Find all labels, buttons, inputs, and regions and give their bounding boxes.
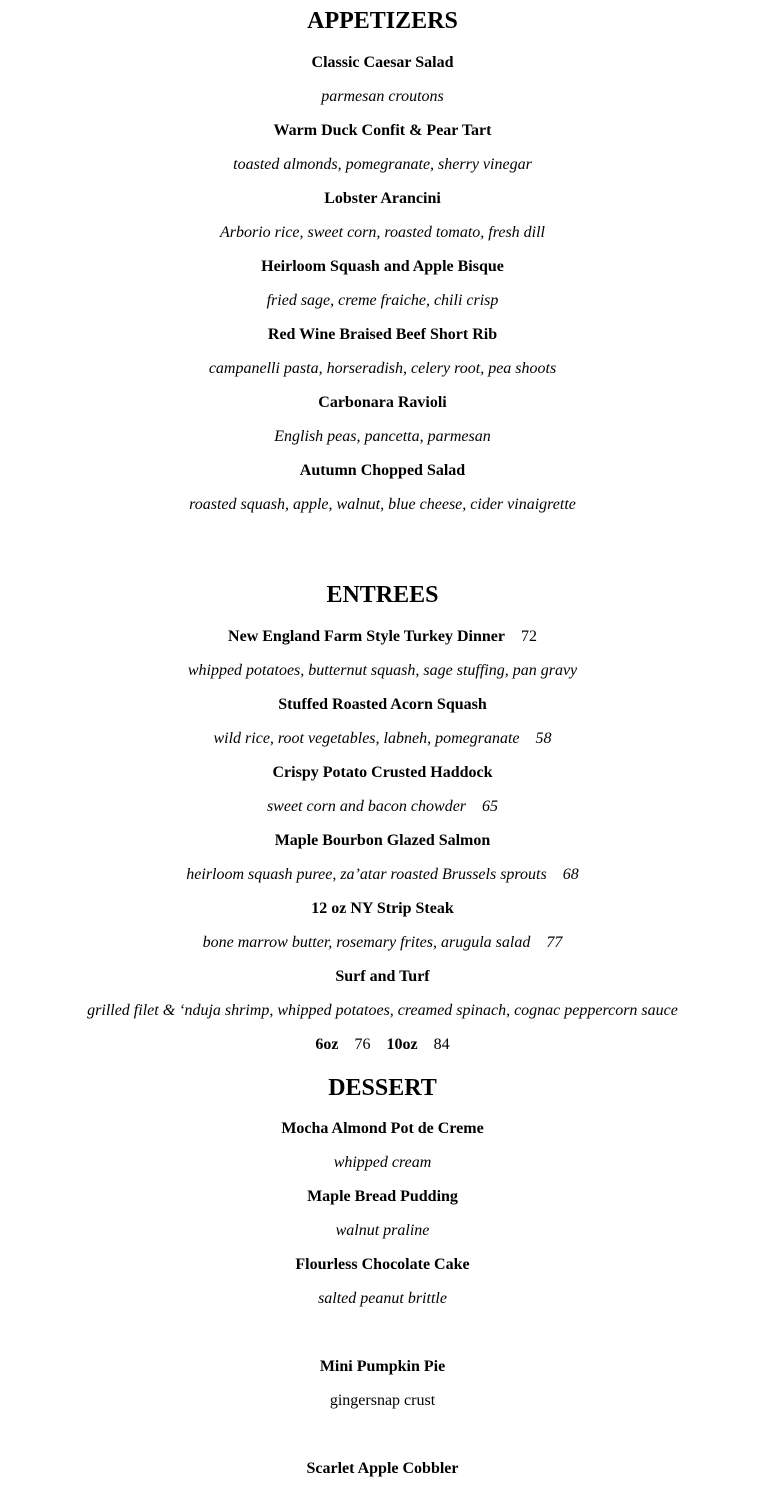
size-label: 6oz bbox=[315, 1036, 339, 1053]
dessert-description: whipped cream bbox=[333, 1154, 432, 1171]
entree-price: 68 bbox=[562, 866, 579, 883]
entree-name: Crispy Potato Crusted Haddock bbox=[272, 764, 493, 781]
appetizer-description: Arborio rice, sweet corn, roasted tomato, fresh dill bbox=[219, 224, 545, 241]
entree-description-line bbox=[0, 797, 765, 817]
dessert-name: Mocha Almond Pot de Creme bbox=[281, 1120, 484, 1137]
entree-name: 12 oz NY Strip Steak bbox=[311, 900, 454, 917]
surf-and-turf-sizes bbox=[0, 1035, 765, 1055]
appetizer-description: toasted almonds, pomegranate, sherry vinegar bbox=[233, 156, 532, 173]
entrees-heading: ENTREES bbox=[326, 582, 439, 608]
entree-price: 65 bbox=[482, 798, 499, 815]
dessert-heading: DESSERT bbox=[328, 1075, 437, 1101]
entree-description: wild rice, root vegetables, labneh, pomegranate bbox=[213, 730, 520, 747]
appetizers-heading: APPETIZERS bbox=[307, 8, 458, 34]
size-label: 10oz bbox=[386, 1036, 418, 1053]
appetizer-description: parmesan croutons bbox=[321, 88, 444, 105]
appetizer-name: Red Wine Braised Beef Short Rib bbox=[267, 326, 498, 343]
dessert-name: Flourless Chocolate Cake bbox=[295, 1256, 470, 1273]
appetizer-name: Warm Duck Confit & Pear Tart bbox=[273, 122, 492, 139]
entree-description-line bbox=[0, 729, 765, 749]
appetizer-name: Classic Caesar Salad bbox=[311, 54, 454, 71]
entree-price: 58 bbox=[535, 730, 552, 747]
entree-price: 77 bbox=[546, 934, 563, 951]
dessert-name: Maple Bread Pudding bbox=[307, 1188, 458, 1205]
entree-name: Maple Bourbon Glazed Salmon bbox=[274, 832, 491, 849]
entree-description: whipped potatoes, butternut squash, sage stuffing, pan gravy bbox=[187, 662, 578, 679]
entree-description: sweet corn and bacon chowder bbox=[266, 798, 467, 815]
dessert-description: gingersnap crust bbox=[329, 1392, 436, 1409]
entree-description: heirloom squash puree, za’atar roasted Brussels sprouts bbox=[186, 866, 547, 883]
appetizer-description: English peas, pancetta, parmesan bbox=[274, 428, 491, 445]
appetizer-description: fried sage, creme fraiche, chili crisp bbox=[266, 292, 499, 309]
appetizer-description: roasted squash, apple, walnut, blue cheese, cider vinaigrette bbox=[189, 496, 576, 513]
size-price: 84 bbox=[433, 1036, 450, 1053]
entree-description-line bbox=[0, 933, 765, 953]
dessert-name: Mini Pumpkin Pie bbox=[319, 1358, 446, 1375]
entree-name: Surf and Turf bbox=[335, 968, 430, 985]
entree-description: grilled filet & ‘nduja shrimp, whipped potatoes, creamed spinach, cognac peppercorn sauce bbox=[87, 1002, 678, 1019]
appetizer-name: Lobster Arancini bbox=[324, 190, 441, 207]
entree-name: New England Farm Style Turkey Dinner bbox=[228, 628, 505, 645]
appetizer-description: campanelli pasta, horseradish, celery root, pea shoots bbox=[208, 360, 557, 377]
entree-line bbox=[0, 627, 765, 647]
dessert-description: walnut praline bbox=[335, 1222, 430, 1239]
entree-description: bone marrow butter, rosemary frites, arugula salad bbox=[202, 934, 531, 951]
dessert-description: salted peanut brittle bbox=[318, 1290, 447, 1307]
entree-description-line bbox=[0, 865, 765, 885]
appetizer-name: Heirloom Squash and Apple Bisque bbox=[261, 258, 504, 275]
appetizer-name: Carbonara Ravioli bbox=[318, 394, 447, 411]
size-price: 76 bbox=[354, 1036, 371, 1053]
appetizer-name: Autumn Chopped Salad bbox=[299, 462, 466, 479]
entree-name: Stuffed Roasted Acorn Squash bbox=[278, 696, 487, 713]
dessert-name: Scarlet Apple Cobbler bbox=[306, 1460, 459, 1477]
entree-price: 72 bbox=[520, 628, 537, 645]
